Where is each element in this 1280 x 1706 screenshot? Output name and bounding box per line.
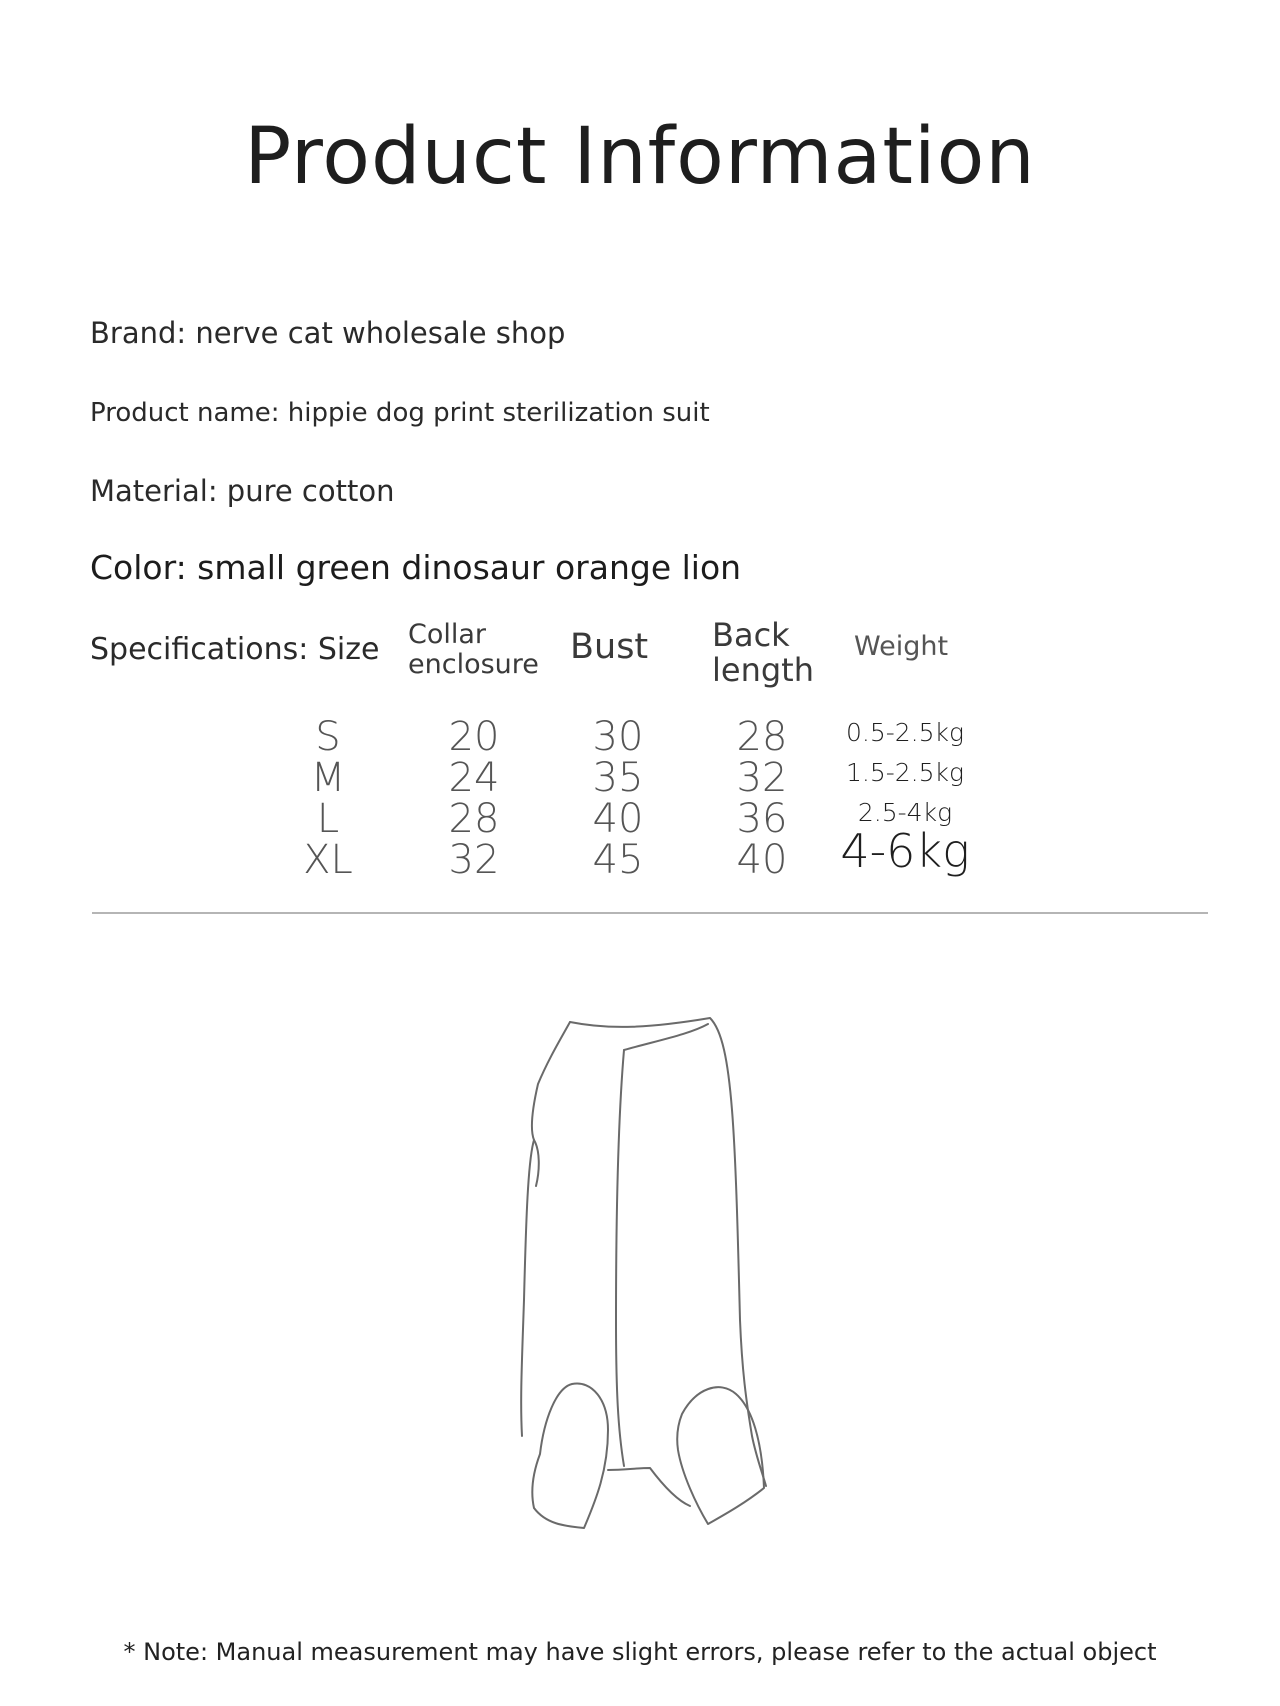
sterilization-suit-sketch bbox=[500, 1000, 800, 1540]
section-divider bbox=[92, 912, 1208, 914]
brand-line: Brand: nerve cat wholesale shop bbox=[90, 316, 566, 350]
header-collar-line1: Collar bbox=[408, 619, 487, 650]
weight-cell: 2.5-4kg bbox=[857, 798, 953, 827]
bust-cell: 45 bbox=[592, 837, 644, 883]
size-cell: S bbox=[315, 714, 341, 760]
bust-cell: 40 bbox=[592, 796, 644, 842]
material-line: Material: pure cotton bbox=[90, 474, 395, 508]
back-length-cell: 28 bbox=[736, 714, 788, 760]
weight-cell: 1.5-2.5kg bbox=[845, 758, 965, 787]
bust-cell: 35 bbox=[592, 755, 644, 801]
header-back-line2: length bbox=[712, 651, 814, 690]
size-cell: L bbox=[316, 796, 340, 842]
weight-cell: 4-6kg bbox=[840, 824, 970, 878]
back-length-cell: 40 bbox=[736, 837, 788, 883]
collar-cell: 20 bbox=[448, 714, 500, 760]
header-weight: Weight bbox=[854, 631, 949, 662]
weight-cell: 0.5-2.5kg bbox=[845, 718, 965, 747]
collar-cell: 28 bbox=[448, 796, 500, 842]
back-length-cell: 36 bbox=[736, 796, 788, 842]
page-title: Product Information bbox=[244, 112, 1036, 202]
header-back-length bbox=[712, 618, 814, 688]
header-collar-enclosure bbox=[408, 620, 539, 679]
specifications-label: Specifications: Size bbox=[90, 632, 380, 667]
size-cell: XL bbox=[303, 837, 353, 883]
header-bust: Bust bbox=[570, 627, 649, 667]
back-length-cell: 32 bbox=[736, 755, 788, 801]
product-name-line: Product name: hippie dog print sterilization suit bbox=[90, 398, 710, 428]
header-back-line1: Back bbox=[712, 616, 790, 654]
color-line: Color: small green dinosaur orange lion bbox=[90, 548, 742, 587]
collar-cell: 32 bbox=[448, 837, 500, 883]
collar-cell: 24 bbox=[448, 755, 500, 801]
size-cell: M bbox=[310, 755, 346, 801]
header-collar-line2: enclosure bbox=[408, 648, 539, 680]
measurement-note: * Note: Manual measurement may have slight errors, please refer to the actual object bbox=[123, 1638, 1157, 1666]
bust-cell: 30 bbox=[592, 714, 644, 760]
